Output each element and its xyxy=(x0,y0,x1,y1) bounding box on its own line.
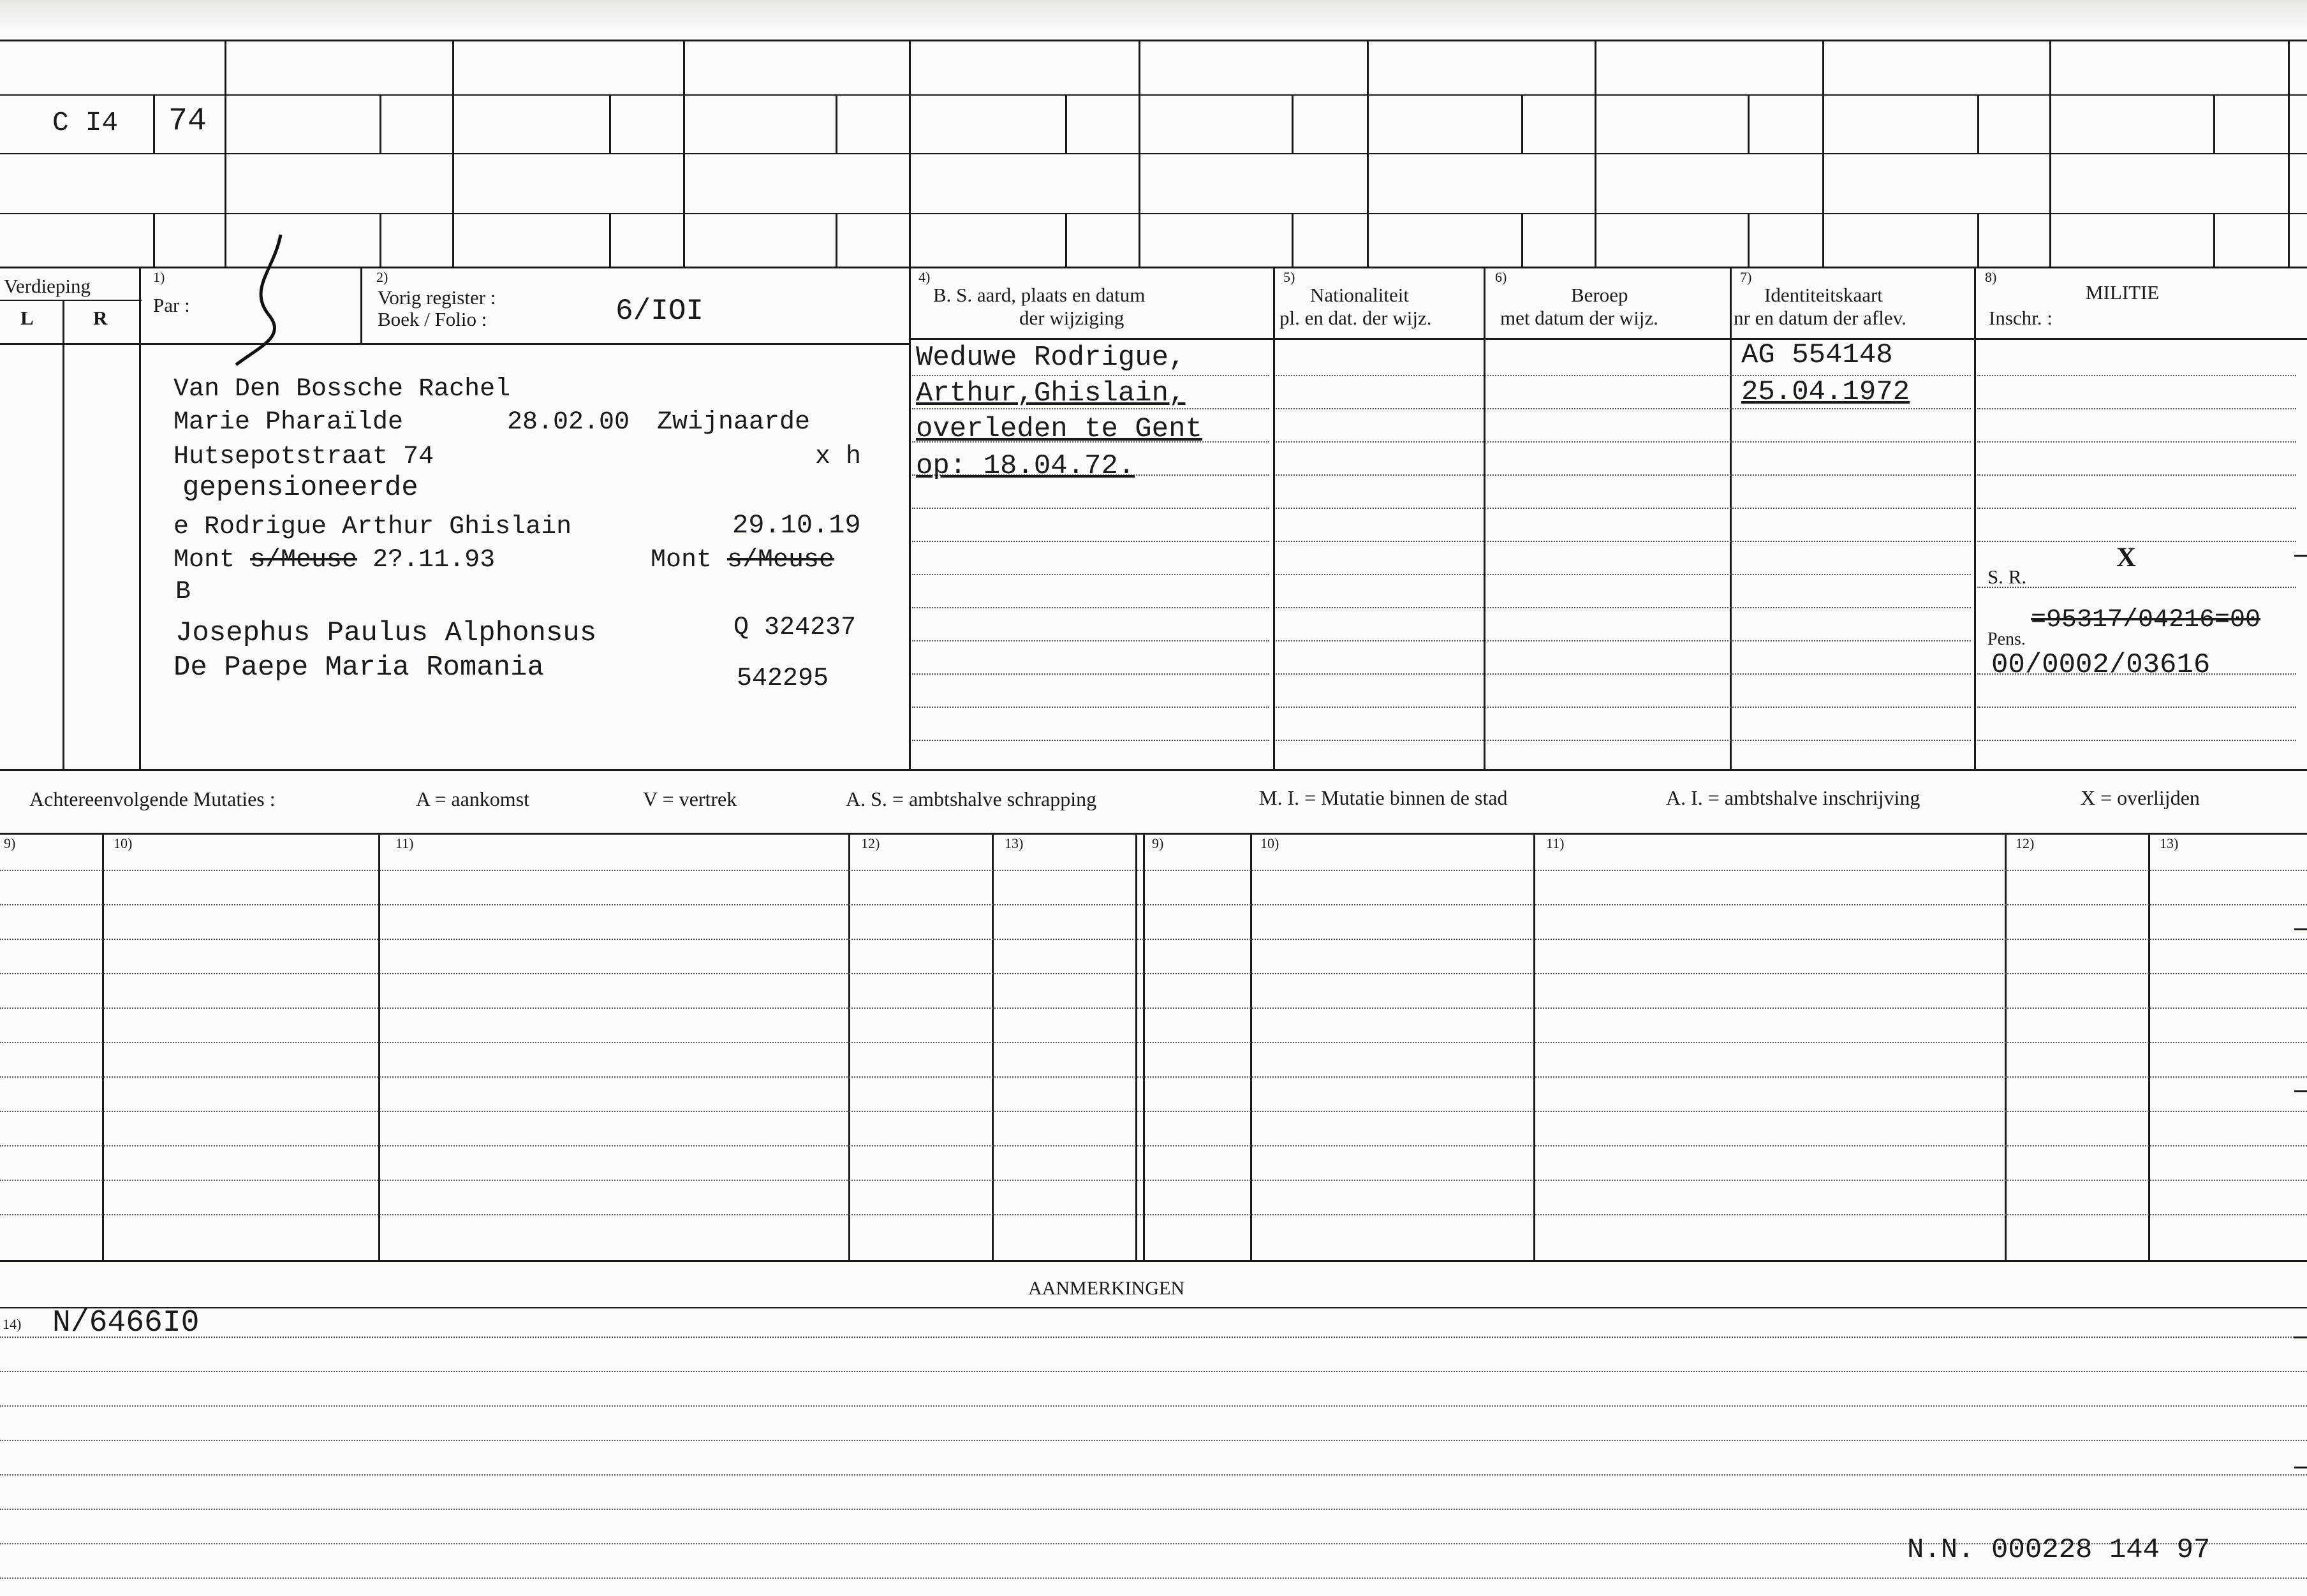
bs-entry-2: Arthur,Ghislain, xyxy=(916,377,1186,409)
bs-label-2: der wijziging xyxy=(1019,307,1124,329)
person-line-9-name: De Paepe Maria Romania xyxy=(173,652,544,684)
person-line-6-right xyxy=(651,546,834,575)
register-code: C I4 xyxy=(52,107,119,138)
mut-col-9: 9) xyxy=(4,835,16,851)
place-2: Mont xyxy=(651,546,712,575)
bs-entry-4: op: 18.04.72. xyxy=(916,450,1135,482)
par-label: Par : xyxy=(153,294,190,316)
person-line-3-address: Hutsepotstraat 74 xyxy=(173,443,434,471)
person-line-8-code: Q 324237 xyxy=(733,613,857,642)
mut-col-11b: 11) xyxy=(1546,835,1565,851)
verdieping-label: Verdieping xyxy=(4,275,91,297)
id-label-2: nr en datum der aflev. xyxy=(1734,307,1906,329)
id-label-1: Identiteitskaart xyxy=(1764,284,1883,306)
top-border xyxy=(0,40,2307,41)
mut-col-10b: 10) xyxy=(1260,835,1279,851)
person-line-3-mark: x h xyxy=(815,443,862,471)
date: 2?.11.93 xyxy=(372,546,496,575)
nat-label-2: pl. en dat. der wijz. xyxy=(1279,307,1432,329)
sr-label: S. R. xyxy=(1987,566,2027,588)
person-line-9-code: 542295 xyxy=(737,664,829,693)
person-line-5-date: 29.10.19 xyxy=(732,510,861,541)
person-line-2-place: Zwijnaarde xyxy=(657,408,811,437)
beroep-num: 6) xyxy=(1495,269,1507,285)
militie-title: MILITIE xyxy=(2086,281,2160,304)
legend-v: V = vertrek xyxy=(643,787,737,810)
id-num: 7) xyxy=(1740,269,1752,285)
vorig-num: 2) xyxy=(376,269,388,285)
bs-entry-3: overleden te Gent xyxy=(916,413,1202,445)
mutaties-title: Achtereenvolgende Mutaties : xyxy=(29,787,276,810)
legend-ai: A. I. = ambtshalve inschrijving xyxy=(1666,786,1920,809)
pens-label: Pens. xyxy=(1987,629,2026,649)
person-line-1: Van Den Bossche Rachel xyxy=(173,375,511,404)
aanmerkingen-title: AANMERKINGEN xyxy=(1028,1278,1184,1299)
person-line-4: gepensioneerde xyxy=(182,472,418,504)
mil-num: 8) xyxy=(1985,269,1997,285)
vorig-label: Vorig register : xyxy=(378,286,496,309)
boek-value: 6/IOI xyxy=(615,295,704,328)
person-line-2-date: 28.02.00 xyxy=(507,408,630,437)
mut-col-13: 13) xyxy=(1005,835,1024,851)
aanmerkingen-num: 14) xyxy=(3,1316,22,1332)
id-entry-date: 25.04.1972 xyxy=(1741,376,1910,408)
struck-1: s/Meuse xyxy=(250,546,358,575)
mut-col-9b: 9) xyxy=(1152,835,1164,851)
pens-value: 00/0002/03616 xyxy=(1991,649,2211,681)
beroep-label-1: Beroep xyxy=(1571,284,1628,306)
bs-entry-1: Weduwe Rodrigue, xyxy=(916,342,1186,374)
person-line-8-name: Josephus Paulus Alphonsus xyxy=(175,617,597,649)
col-l-label: L xyxy=(20,307,34,329)
bs-label-1: B. S. aard, plaats en datum xyxy=(933,284,1146,306)
boek-label: Boek / Folio : xyxy=(378,308,487,330)
legend-mi: M. I. = Mutatie binnen de stad xyxy=(1259,786,1508,809)
sr-value: X xyxy=(2116,543,2137,573)
person-line-6 xyxy=(173,546,495,575)
mut-col-10: 10) xyxy=(114,835,133,851)
mut-col-13b: 13) xyxy=(2160,835,2179,851)
mut-col-12b: 12) xyxy=(2016,835,2035,851)
legend-a: A = aankomst xyxy=(416,787,530,810)
id-entry-number: AG 554148 xyxy=(1741,339,1893,371)
register-number: 74 xyxy=(168,103,207,140)
mut-col-12: 12) xyxy=(861,835,880,851)
handwritten-mark xyxy=(230,231,306,371)
person-line-2-name: Marie Pharaïlde xyxy=(173,408,404,437)
legend-as: A. S. = ambtshalve schrapping xyxy=(846,787,1097,810)
legend-x: X = overlijden xyxy=(2081,786,2200,809)
militie-inschr: Inschr. : xyxy=(1989,307,2053,329)
col-r-label: R xyxy=(93,307,108,329)
pens-struck: =95317/04216=00 xyxy=(2031,606,2261,634)
par-num: 1) xyxy=(153,269,165,285)
bs-num: 4) xyxy=(918,269,931,285)
national-number: N.N. 000228 144 97 xyxy=(1907,1534,2211,1566)
mut-col-11: 11) xyxy=(395,835,414,851)
person-line-5-name: e Rodrigue Arthur Ghislain xyxy=(173,513,572,541)
beroep-label-2: met datum der wijz. xyxy=(1500,307,1658,329)
top-edge xyxy=(0,0,2307,33)
nat-label-1: Nationaliteit xyxy=(1310,284,1409,306)
place-1: Mont xyxy=(173,546,235,575)
aanmerkingen-value: N/6466I0 xyxy=(52,1306,200,1340)
struck-2: s/Meuse xyxy=(727,546,835,575)
person-line-7: B xyxy=(175,578,191,606)
nat-num: 5) xyxy=(1283,269,1295,285)
